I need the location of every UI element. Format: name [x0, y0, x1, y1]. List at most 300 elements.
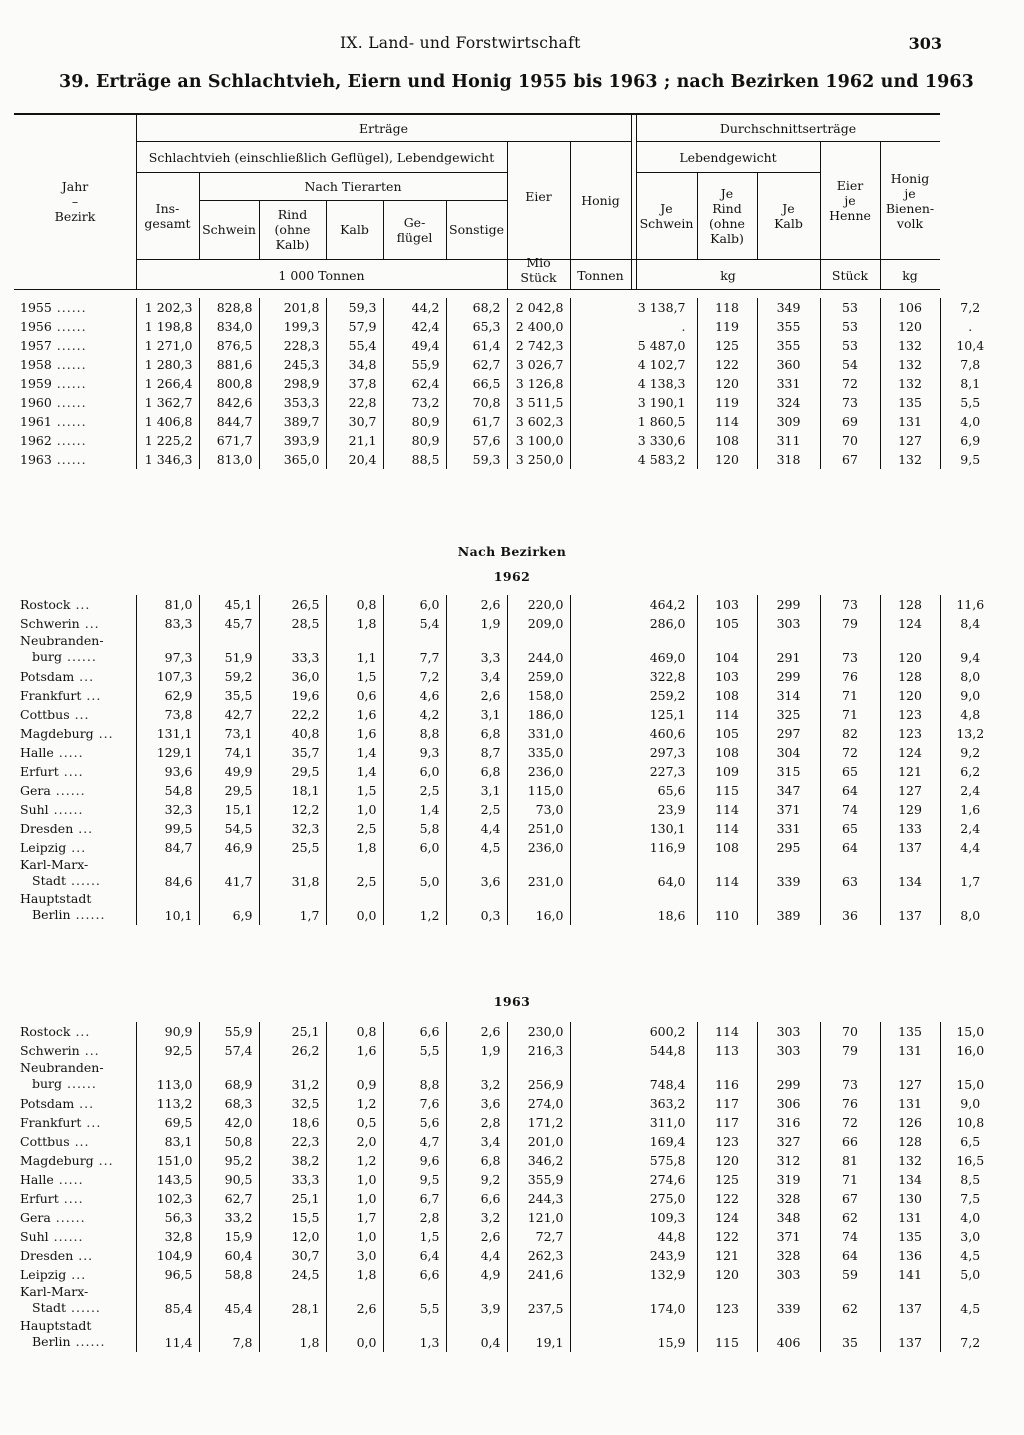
table-cell: 7,5: [960, 1191, 981, 1206]
table-cell: 120: [880, 317, 940, 336]
table-cell: 2,5: [446, 800, 507, 819]
row-label: 1959 ......: [14, 374, 136, 393]
table-cell: 8,8: [383, 724, 446, 743]
table-cell: 120: [697, 1151, 757, 1170]
eier-header: Eier: [525, 188, 552, 204]
table-cell: 125: [697, 336, 757, 355]
table-cell: 46,9: [199, 838, 259, 857]
table-cell: 103: [697, 595, 757, 614]
table-cell: 2,8: [383, 1208, 446, 1227]
table-row: [14, 614, 1000, 633]
table-cell: 40,8: [259, 724, 326, 743]
table-cell: 231,0: [507, 857, 570, 891]
table-cell: 1 406,8: [136, 412, 199, 431]
table-cell: 37,8: [326, 374, 383, 393]
table-cell: 35,5: [199, 686, 259, 705]
table-cell: 108: [697, 686, 757, 705]
table-cell: 82: [820, 724, 880, 743]
table-cell: 129,1: [136, 743, 199, 762]
table-cell: 108: [697, 431, 757, 450]
page-header: [0, 32, 1024, 62]
table-cell: 34,8: [326, 355, 383, 374]
row-label-text: Cottbus: [20, 707, 70, 722]
row-label-text: 1961: [20, 414, 52, 429]
rind-header: Rind (ohne Kalb): [274, 207, 311, 252]
table-cell: 135: [880, 1227, 940, 1246]
table-cell: 32,8: [136, 1227, 199, 1246]
table-cell: 1 271,0: [136, 336, 199, 355]
table-cell: 68,9: [199, 1060, 259, 1094]
table-cell: 132: [880, 355, 940, 374]
table-cell: 469,0: [570, 633, 697, 667]
table-cell: 30,7: [326, 412, 383, 431]
table-cell: 844,7: [199, 412, 259, 431]
row-label: Potsdam ...: [14, 1094, 136, 1113]
table-cell: 303: [757, 1022, 820, 1041]
table-cell: 2,5: [383, 781, 446, 800]
table-cell: 67: [820, 1189, 880, 1208]
table-cell: 6,9: [960, 433, 981, 448]
table-cell: 137: [880, 891, 940, 925]
table-cell: 1,6: [960, 802, 981, 817]
table-cell: 53: [820, 298, 880, 317]
table-cell: 113,2: [136, 1094, 199, 1113]
table-cell: 9,3: [383, 743, 446, 762]
table-cell: 1 202,3: [136, 298, 199, 317]
row-label: Cottbus ...: [14, 705, 136, 724]
table-cell: 55,9: [199, 1022, 259, 1041]
gefluegel-header: Ge- flügel: [396, 214, 433, 245]
table-cell: 109,3: [570, 1208, 697, 1227]
table-cell: 6,9: [199, 891, 259, 925]
table-cell: 74: [820, 800, 880, 819]
table-cell: 349: [757, 298, 820, 317]
table-cell: 309: [757, 412, 820, 431]
table-cell: 73: [820, 595, 880, 614]
block-1962-year: 1962: [493, 569, 531, 584]
table-cell: 122: [697, 355, 757, 374]
table-cell: 129: [880, 800, 940, 819]
table-cell: 876,5: [199, 336, 259, 355]
table-cell: 2 742,3: [507, 336, 570, 355]
table-cell: 128: [880, 1132, 940, 1151]
table-cell: 128: [880, 595, 940, 614]
table-cell: 60,4: [199, 1246, 259, 1265]
table-cell: 331: [757, 374, 820, 393]
table-cell: 3,9: [446, 1284, 507, 1318]
table-cell: 54,5: [199, 819, 259, 838]
table-cell: 324: [757, 393, 820, 412]
row-label: Magdeburg ...: [14, 724, 136, 743]
table-cell: 124: [880, 743, 940, 762]
table-cell: 1 266,4: [136, 374, 199, 393]
table-cell: 3,0: [326, 1246, 383, 1265]
table-cell: 108: [697, 838, 757, 857]
table-cell: 88,5: [383, 450, 446, 469]
table-cell: 299: [757, 595, 820, 614]
table-cell: 1,9: [446, 1041, 507, 1060]
table-cell: 132: [880, 374, 940, 393]
bezirke-1963-table: [14, 1022, 1000, 1352]
table-cell: 227,3: [570, 762, 697, 781]
unit-mio-stueck: Mio Stück: [520, 254, 557, 285]
table-cell: 119: [697, 317, 757, 336]
table-cell: 201,8: [259, 298, 326, 317]
table-cell: 151,0: [136, 1151, 199, 1170]
table-cell: 83,3: [136, 614, 199, 633]
table-cell: 1 346,3: [136, 450, 199, 469]
table-cell: 15,5: [259, 1208, 326, 1227]
table-cell: 10,1: [136, 891, 199, 925]
table-cell: 3,2: [446, 1208, 507, 1227]
table-cell: 57,4: [199, 1041, 259, 1060]
table-cell: 813,0: [199, 450, 259, 469]
table-cell: 137: [880, 838, 940, 857]
table-cell: 93,6: [136, 762, 199, 781]
table-cell: 220,0: [507, 595, 570, 614]
table-cell: 15,1: [199, 800, 259, 819]
row-label-line1: Karl-Marx-: [20, 1284, 89, 1299]
table-cell: 32,5: [259, 1094, 326, 1113]
table-cell: 62: [820, 1208, 880, 1227]
row-label: Leipzig ...: [14, 1265, 136, 1284]
table-cell: 66,5: [446, 374, 507, 393]
table-cell: 2,6: [446, 595, 507, 614]
table-cell: .: [968, 319, 973, 334]
row-label-text: 1956: [20, 319, 52, 334]
table-row: [14, 1208, 1000, 1227]
table-cell: 3,3: [446, 633, 507, 667]
table-cell: 1,8: [326, 614, 383, 633]
years-table: [14, 298, 1000, 469]
table-cell: 8,0: [960, 908, 981, 923]
table-cell: 1,2: [326, 1094, 383, 1113]
table-cell: 3 126,8: [507, 374, 570, 393]
table-cell: 72: [820, 374, 880, 393]
table-cell: 115: [697, 1318, 757, 1352]
table-cell: 41,7: [199, 857, 259, 891]
durchschnitt-header: Durchschnittserträge: [719, 120, 857, 136]
row-label: 1963 ......: [14, 450, 136, 469]
table-cell: 360: [757, 355, 820, 374]
table-cell: 36: [820, 891, 880, 925]
sonstige-header: Sonstige: [449, 222, 504, 237]
table-cell: 299: [757, 1060, 820, 1094]
table-cell: 0,5: [326, 1113, 383, 1132]
table-cell: 132: [880, 336, 940, 355]
row-label: Suhl ......: [14, 1227, 136, 1246]
table-cell: 36,0: [259, 667, 326, 686]
table-cell: 311: [757, 431, 820, 450]
table-cell: 7,2: [960, 1335, 981, 1350]
table-cell: 65,3: [446, 317, 507, 336]
table-cell: 121,0: [507, 1208, 570, 1227]
table-cell: 347: [757, 781, 820, 800]
table-cell: 114: [697, 800, 757, 819]
row-label: Cottbus ...: [14, 1132, 136, 1151]
row-label: 1961 ......: [14, 412, 136, 431]
table-cell: 18,1: [259, 781, 326, 800]
table-cell: 295: [757, 838, 820, 857]
table-cell: 4,5: [960, 1301, 981, 1316]
table-cell: 237,5: [507, 1284, 570, 1318]
table-cell: 102,3: [136, 1189, 199, 1208]
table-cell: 92,5: [136, 1041, 199, 1060]
table-cell: 1,3: [383, 1318, 446, 1352]
table-cell: 33,2: [199, 1208, 259, 1227]
table-cell: 117: [697, 1094, 757, 1113]
row-label-text: 1957: [20, 338, 52, 353]
table-cell: 1,7: [259, 891, 326, 925]
row-label-text: Gera: [20, 1210, 51, 1225]
table-row: [14, 450, 1000, 469]
table-cell: 4 583,2: [570, 450, 697, 469]
table-cell: 114: [697, 705, 757, 724]
table-cell: 22,8: [326, 393, 383, 412]
table-cell: 71: [820, 686, 880, 705]
table-cell: 3,6: [446, 1094, 507, 1113]
table-row: [14, 1094, 1000, 1113]
kalb-header: Kalb: [340, 222, 369, 237]
table-cell: 371: [757, 800, 820, 819]
table-cell: 319: [757, 1170, 820, 1189]
table-title: 39. Erträge an Schlachtvieh, Eiern und Honig 1955 bis 1963 ; nach Bezirken 1962 und 1963: [59, 72, 974, 92]
table-cell: 114: [697, 412, 757, 431]
table-cell: 355,9: [507, 1170, 570, 1189]
table-cell: 216,3: [507, 1041, 570, 1060]
unit-tonnen: Tonnen: [577, 268, 624, 283]
table-cell: 4,0: [960, 1210, 981, 1225]
table-cell: 29,5: [199, 781, 259, 800]
je-schwein-header: Je Schwein: [639, 200, 694, 231]
table-cell: 61,4: [446, 336, 507, 355]
table-cell: 353,3: [259, 393, 326, 412]
table-cell: 70: [820, 1022, 880, 1041]
table-row: [14, 1284, 1000, 1318]
tierarten-header: Nach Tierarten: [304, 178, 402, 194]
table-cell: 9,4: [960, 650, 981, 665]
table-cell: 3,0: [960, 1229, 981, 1244]
table-cell: 4,5: [960, 1248, 981, 1263]
table-cell: 800,8: [199, 374, 259, 393]
row-label-text: Halle: [20, 745, 54, 760]
table-cell: 51,9: [199, 633, 259, 667]
table-cell: 6,4: [383, 1246, 446, 1265]
table-row: [14, 819, 1000, 838]
table-cell: 12,0: [259, 1227, 326, 1246]
row-label: Frankfurt ...: [14, 1113, 136, 1132]
table-cell: 80,9: [383, 412, 446, 431]
row-label-line1: Hauptstadt: [20, 891, 92, 906]
row-label-text: 1963: [20, 452, 52, 467]
table-cell: 33,3: [259, 633, 326, 667]
table-cell: 389,7: [259, 412, 326, 431]
row-label-text: 1959: [20, 376, 52, 391]
table-cell: 70: [820, 431, 880, 450]
table-cell: 18,6: [570, 891, 697, 925]
table-row: [14, 1022, 1000, 1041]
table-cell: 68,2: [446, 298, 507, 317]
table-cell: 241,6: [507, 1265, 570, 1284]
row-label: Leipzig ...: [14, 838, 136, 857]
table-cell: 291: [757, 633, 820, 667]
table-cell: 115,0: [507, 781, 570, 800]
table-cell: 53: [820, 336, 880, 355]
table-row: [14, 431, 1000, 450]
table-cell: 6,2: [960, 764, 981, 779]
table-cell: 1,0: [326, 1227, 383, 1246]
table-cell: 5,5: [383, 1284, 446, 1318]
table-cell: 328: [757, 1246, 820, 1265]
table-cell: 327: [757, 1132, 820, 1151]
table-cell: 45,1: [199, 595, 259, 614]
table-cell: 62,4: [383, 374, 446, 393]
page-number: 303: [908, 34, 942, 53]
row-label-text: Schwerin: [20, 616, 80, 631]
table-cell: 6,0: [383, 838, 446, 857]
table-cell: 881,6: [199, 355, 259, 374]
table-cell: 303: [757, 1041, 820, 1060]
table-cell: 201,0: [507, 1132, 570, 1151]
je-kalb-header: Je Kalb: [774, 200, 803, 231]
table-cell: 1,4: [383, 800, 446, 819]
row-label-text: Dresden: [20, 821, 74, 836]
table-cell: 393,9: [259, 431, 326, 450]
table-cell: 1,8: [326, 838, 383, 857]
row-label-line1: Neubranden-: [20, 1060, 104, 1075]
table-cell: 4,4: [446, 1246, 507, 1265]
table-cell: 1,6: [326, 705, 383, 724]
table-cell: 20,4: [326, 450, 383, 469]
table-cell: 114: [697, 1022, 757, 1041]
table-cell: 32,3: [136, 800, 199, 819]
table-cell: 312: [757, 1151, 820, 1170]
table-cell: 828,8: [199, 298, 259, 317]
table-cell: 95,2: [199, 1151, 259, 1170]
table-cell: 19,6: [259, 686, 326, 705]
row-label: Gera ......: [14, 781, 136, 800]
table-cell: 3,2: [446, 1060, 507, 1094]
table-row: [14, 595, 1000, 614]
je-rind-header: Je Rind (ohne Kalb): [709, 185, 745, 246]
table-cell: 8,5: [960, 1172, 981, 1187]
table-cell: 3,4: [446, 1132, 507, 1151]
row-label: Potsdam ...: [14, 667, 136, 686]
table-cell: 8,1: [960, 376, 981, 391]
table-cell: 2,4: [960, 821, 981, 836]
table-cell: 59,3: [326, 298, 383, 317]
table-cell: 123: [880, 705, 940, 724]
table-cell: 131: [880, 1041, 940, 1060]
row-label-line1: Hauptstadt: [20, 1318, 92, 1333]
table-cell: 15,9: [570, 1318, 697, 1352]
row-label: Rostock ...: [14, 1022, 136, 1041]
table-cell: 671,7: [199, 431, 259, 450]
row-label-line2: Berlin: [32, 1334, 71, 1349]
table-row: [14, 1227, 1000, 1246]
table-cell: 236,0: [507, 838, 570, 857]
table-cell: 85,4: [136, 1284, 199, 1318]
table-row: [14, 336, 1000, 355]
table-cell: 141: [880, 1265, 940, 1284]
table-cell: 74: [820, 1227, 880, 1246]
table-cell: 65: [820, 762, 880, 781]
row-label: Neubranden- burg ......: [14, 633, 136, 667]
row-label: Halle .....: [14, 743, 136, 762]
table-cell: 55,9: [383, 355, 446, 374]
table-cell: 209,0: [507, 614, 570, 633]
table-cell: 304: [757, 743, 820, 762]
lebendgewicht-header: Lebendgewicht: [679, 149, 777, 165]
table-cell: 137: [880, 1318, 940, 1352]
table-cell: 7,8: [199, 1318, 259, 1352]
table-cell: 73,8: [136, 705, 199, 724]
table-cell: 73,0: [507, 800, 570, 819]
table-cell: 131: [880, 1208, 940, 1227]
table-cell: 26,5: [259, 595, 326, 614]
table-row: [14, 317, 1000, 336]
table-cell: 251,0: [507, 819, 570, 838]
table-cell: 460,6: [570, 724, 697, 743]
table-cell: 6,7: [383, 1189, 446, 1208]
table-cell: 9,5: [383, 1170, 446, 1189]
table-cell: 274,6: [570, 1170, 697, 1189]
table-cell: 143,5: [136, 1170, 199, 1189]
table-cell: 12,2: [259, 800, 326, 819]
table-cell: 9,0: [960, 688, 981, 703]
table-cell: 104: [697, 633, 757, 667]
row-label-text: 1962: [20, 433, 52, 448]
table-row: [14, 1132, 1000, 1151]
table-cell: 44,2: [383, 298, 446, 317]
table-cell: 2,6: [326, 1284, 383, 1318]
row-label-text: 1955: [20, 300, 52, 315]
table-cell: 136: [880, 1246, 940, 1265]
table-cell: 5,6: [383, 1113, 446, 1132]
table-cell: 117: [697, 1113, 757, 1132]
table-cell: 133: [880, 819, 940, 838]
row-label-text: Erfurt: [20, 764, 59, 779]
table-cell: 97,3: [136, 633, 199, 667]
table-cell: 79: [820, 1041, 880, 1060]
table-row: [14, 686, 1000, 705]
table-cell: 120: [697, 1265, 757, 1284]
table-cell: 1,8: [326, 1265, 383, 1284]
table-cell: 108: [697, 743, 757, 762]
table-cell: 18,6: [259, 1113, 326, 1132]
table-cell: 125,1: [570, 705, 697, 724]
table-cell: 116: [697, 1060, 757, 1094]
table-row: [14, 667, 1000, 686]
table-cell: 1,4: [326, 743, 383, 762]
table-cell: 7,2: [383, 667, 446, 686]
table-cell: 83,1: [136, 1132, 199, 1151]
table-cell: 30,7: [259, 1246, 326, 1265]
table-cell: 3 250,0: [507, 450, 570, 469]
table-cell: 135: [880, 393, 940, 412]
table-cell: 4,5: [446, 838, 507, 857]
unit-kg-honig: kg: [902, 268, 918, 283]
row-label: Magdeburg ...: [14, 1151, 136, 1170]
table-row: [14, 1189, 1000, 1208]
row-label: Karl-Marx- Stadt ......: [14, 1284, 136, 1318]
table-cell: 325: [757, 705, 820, 724]
table-cell: 259,0: [507, 667, 570, 686]
table-cell: 4,4: [960, 840, 981, 855]
unit-stueck: Stück: [831, 268, 869, 283]
table-cell: 84,7: [136, 838, 199, 857]
row-label-line2: Stadt: [32, 1300, 67, 1315]
